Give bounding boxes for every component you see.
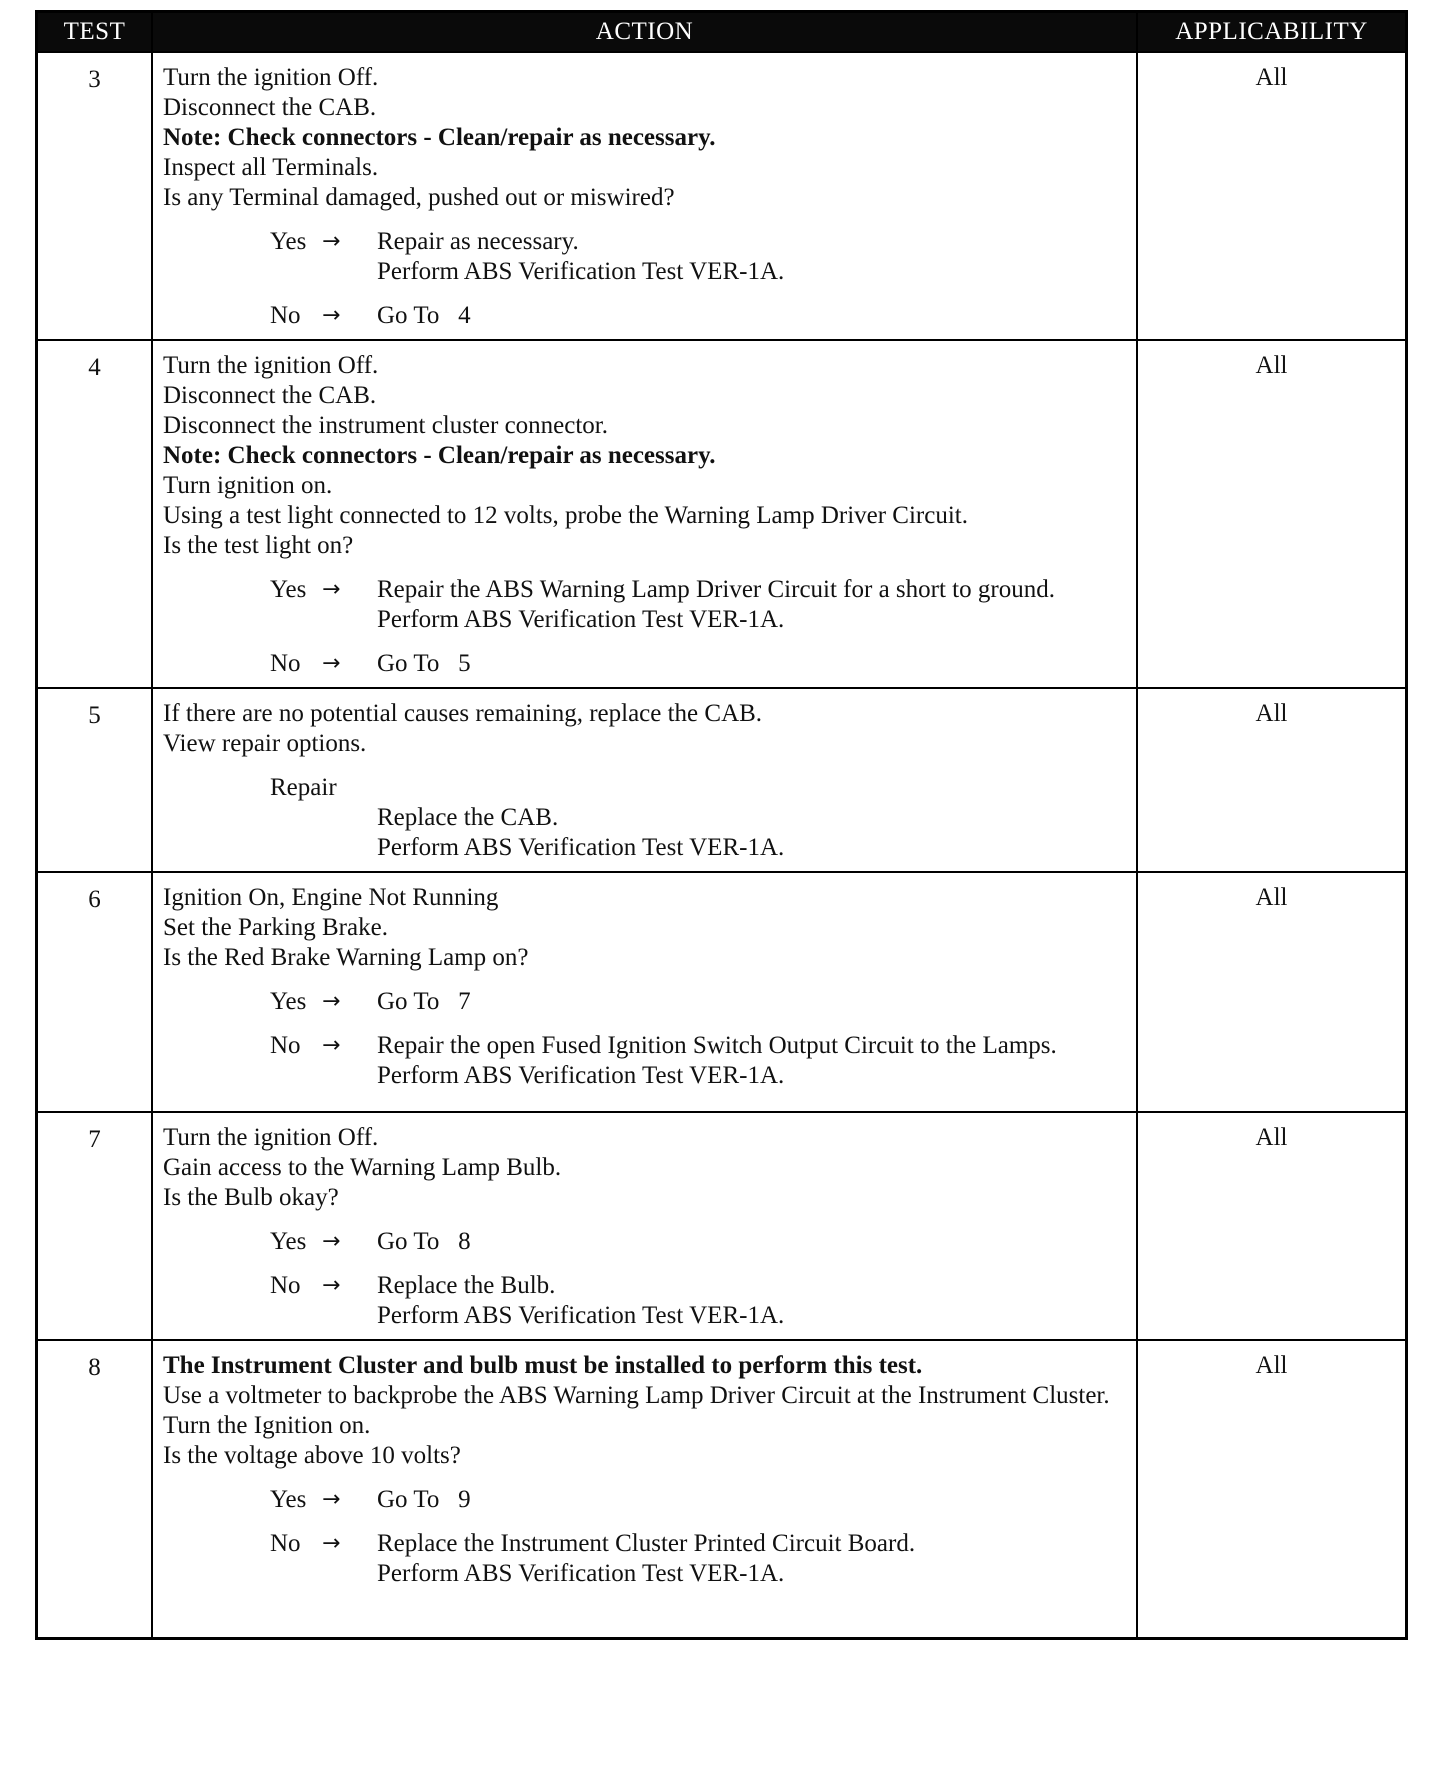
action-line: Disconnect the CAB. xyxy=(163,94,377,121)
branch-line: Go To 9 xyxy=(377,1486,471,1513)
table-header-row xyxy=(37,12,1407,53)
right-arrow-icon: → xyxy=(322,229,341,254)
action-cell xyxy=(152,688,1137,872)
action-line: Set the Parking Brake. xyxy=(163,914,388,941)
note-line: Note: Check connectors - Clean/repair as necessary. xyxy=(163,124,716,151)
header-applicability: APPLICABILITY xyxy=(1137,12,1407,53)
branch-no xyxy=(270,301,1128,331)
action-line: Turn the ignition Off. xyxy=(163,1124,379,1151)
header-test: TEST xyxy=(37,12,153,53)
table-row xyxy=(37,688,1407,872)
test-number: 5 xyxy=(37,688,153,872)
branch-line: Go To 4 xyxy=(377,302,471,329)
right-arrow-icon: → xyxy=(322,303,341,328)
table-row xyxy=(37,872,1407,1112)
branches xyxy=(163,575,1128,679)
right-arrow-icon: → xyxy=(322,651,341,676)
no-label: No xyxy=(270,1032,301,1059)
applicability-value: All xyxy=(1137,340,1407,688)
branch-line: Repair the ABS Warning Lamp Driver Circuit for a short to ground. xyxy=(377,576,1055,603)
applicability-value: All xyxy=(1137,872,1407,1112)
test-number: 8 xyxy=(37,1340,153,1638)
action-line: Turn the ignition Off. xyxy=(163,352,379,379)
action-line: Turn the ignition Off. xyxy=(163,64,379,91)
action-line: Gain access to the Warning Lamp Bulb. xyxy=(163,1154,562,1181)
question-line: Is the test light on? xyxy=(163,532,354,559)
test-number: 4 xyxy=(37,340,153,688)
action-cell xyxy=(152,52,1137,340)
branch-yes xyxy=(270,987,1128,1017)
repair-line: Perform ABS Verification Test VER-1A. xyxy=(377,834,785,861)
question-line: Is the Bulb okay? xyxy=(163,1184,339,1211)
branch-line: Repair the open Fused Ignition Switch Output Circuit to the Lamps. xyxy=(377,1032,1057,1059)
repair-label: Repair xyxy=(270,774,337,801)
no-label: No xyxy=(270,1530,301,1557)
branch-line: Go To 5 xyxy=(377,650,471,677)
right-arrow-icon: → xyxy=(322,1273,341,1298)
action-line: Disconnect the CAB. xyxy=(163,382,377,409)
right-arrow-icon: → xyxy=(322,577,341,602)
action-cell xyxy=(152,872,1137,1112)
repair-options xyxy=(270,773,1128,863)
action-line: Inspect all Terminals. xyxy=(163,154,379,181)
branch-yes xyxy=(270,227,1128,287)
branch-line: Go To 7 xyxy=(377,988,471,1015)
action-line: Turn the Ignition on. xyxy=(163,1412,371,1439)
right-arrow-icon: → xyxy=(322,1229,341,1254)
question-line: Is any Terminal damaged, pushed out or miswired? xyxy=(163,184,675,211)
yes-label: Yes xyxy=(270,228,307,255)
action-cell xyxy=(152,1340,1137,1638)
branches xyxy=(163,227,1128,331)
branch-yes xyxy=(270,575,1128,635)
branch-no xyxy=(270,1031,1128,1091)
table-row xyxy=(37,1340,1407,1638)
branch-no xyxy=(270,1529,1128,1589)
branch-line: Perform ABS Verification Test VER-1A. xyxy=(377,606,785,633)
branch-line: Perform ABS Verification Test VER-1A. xyxy=(377,1560,785,1587)
action-line: View repair options. xyxy=(163,730,367,757)
action-cell xyxy=(152,1112,1137,1340)
question-line: Is the Red Brake Warning Lamp on? xyxy=(163,944,529,971)
yes-label: Yes xyxy=(270,988,307,1015)
branch-line: Perform ABS Verification Test VER-1A. xyxy=(377,1062,785,1089)
note-line: Note: Check connectors - Clean/repair as necessary. xyxy=(163,442,716,469)
table-row xyxy=(37,52,1407,340)
diagnostic-test-table xyxy=(35,10,1408,1640)
header-action: ACTION xyxy=(152,12,1137,53)
action-line: If there are no potential causes remaining, replace the CAB. xyxy=(163,700,763,727)
branches xyxy=(163,987,1128,1091)
applicability-value: All xyxy=(1137,688,1407,872)
branch-yes xyxy=(270,1485,1128,1515)
repair-steps xyxy=(377,803,1128,863)
branch-line: Perform ABS Verification Test VER-1A. xyxy=(377,258,785,285)
branch-line: Replace the Instrument Cluster Printed Circuit Board. xyxy=(377,1530,916,1557)
test-number: 7 xyxy=(37,1112,153,1340)
yes-label: Yes xyxy=(270,1486,307,1513)
no-label: No xyxy=(270,302,301,329)
table-row xyxy=(37,340,1407,688)
branch-line: Replace the Bulb. xyxy=(377,1272,556,1299)
branch-yes xyxy=(270,1227,1128,1257)
branch-no xyxy=(270,1271,1128,1331)
branch-line: Go To 8 xyxy=(377,1228,471,1255)
branch-line: Perform ABS Verification Test VER-1A. xyxy=(377,1302,785,1329)
note-line: The Instrument Cluster and bulb must be installed to perform this test. xyxy=(163,1352,923,1379)
branch-no xyxy=(270,649,1128,679)
question-line: Is the voltage above 10 volts? xyxy=(163,1442,461,1469)
right-arrow-icon: → xyxy=(322,1033,341,1058)
right-arrow-icon: → xyxy=(322,1487,341,1512)
applicability-value: All xyxy=(1137,1340,1407,1638)
branches xyxy=(163,1227,1128,1331)
right-arrow-icon: → xyxy=(322,1531,341,1556)
action-line: Use a voltmeter to backprobe the ABS Warning Lamp Driver Circuit at the Instrument Cluster. xyxy=(163,1382,1110,1409)
action-line: Disconnect the instrument cluster connector. xyxy=(163,412,609,439)
yes-label: Yes xyxy=(270,576,307,603)
table-row xyxy=(37,1112,1407,1340)
applicability-value: All xyxy=(1137,1112,1407,1340)
action-cell xyxy=(152,340,1137,688)
repair-line: Replace the CAB. xyxy=(377,804,559,831)
action-line: Ignition On, Engine Not Running xyxy=(163,884,499,911)
test-number: 3 xyxy=(37,52,153,340)
branches xyxy=(163,1485,1128,1589)
test-number: 6 xyxy=(37,872,153,1112)
no-label: No xyxy=(270,650,301,677)
applicability-value: All xyxy=(1137,52,1407,340)
action-line: Using a test light connected to 12 volts, probe the Warning Lamp Driver Circuit. xyxy=(163,502,968,529)
branch-line: Repair as necessary. xyxy=(377,228,579,255)
yes-label: Yes xyxy=(270,1228,307,1255)
no-label: No xyxy=(270,1272,301,1299)
right-arrow-icon: → xyxy=(322,989,341,1014)
action-line: Turn ignition on. xyxy=(163,472,333,499)
